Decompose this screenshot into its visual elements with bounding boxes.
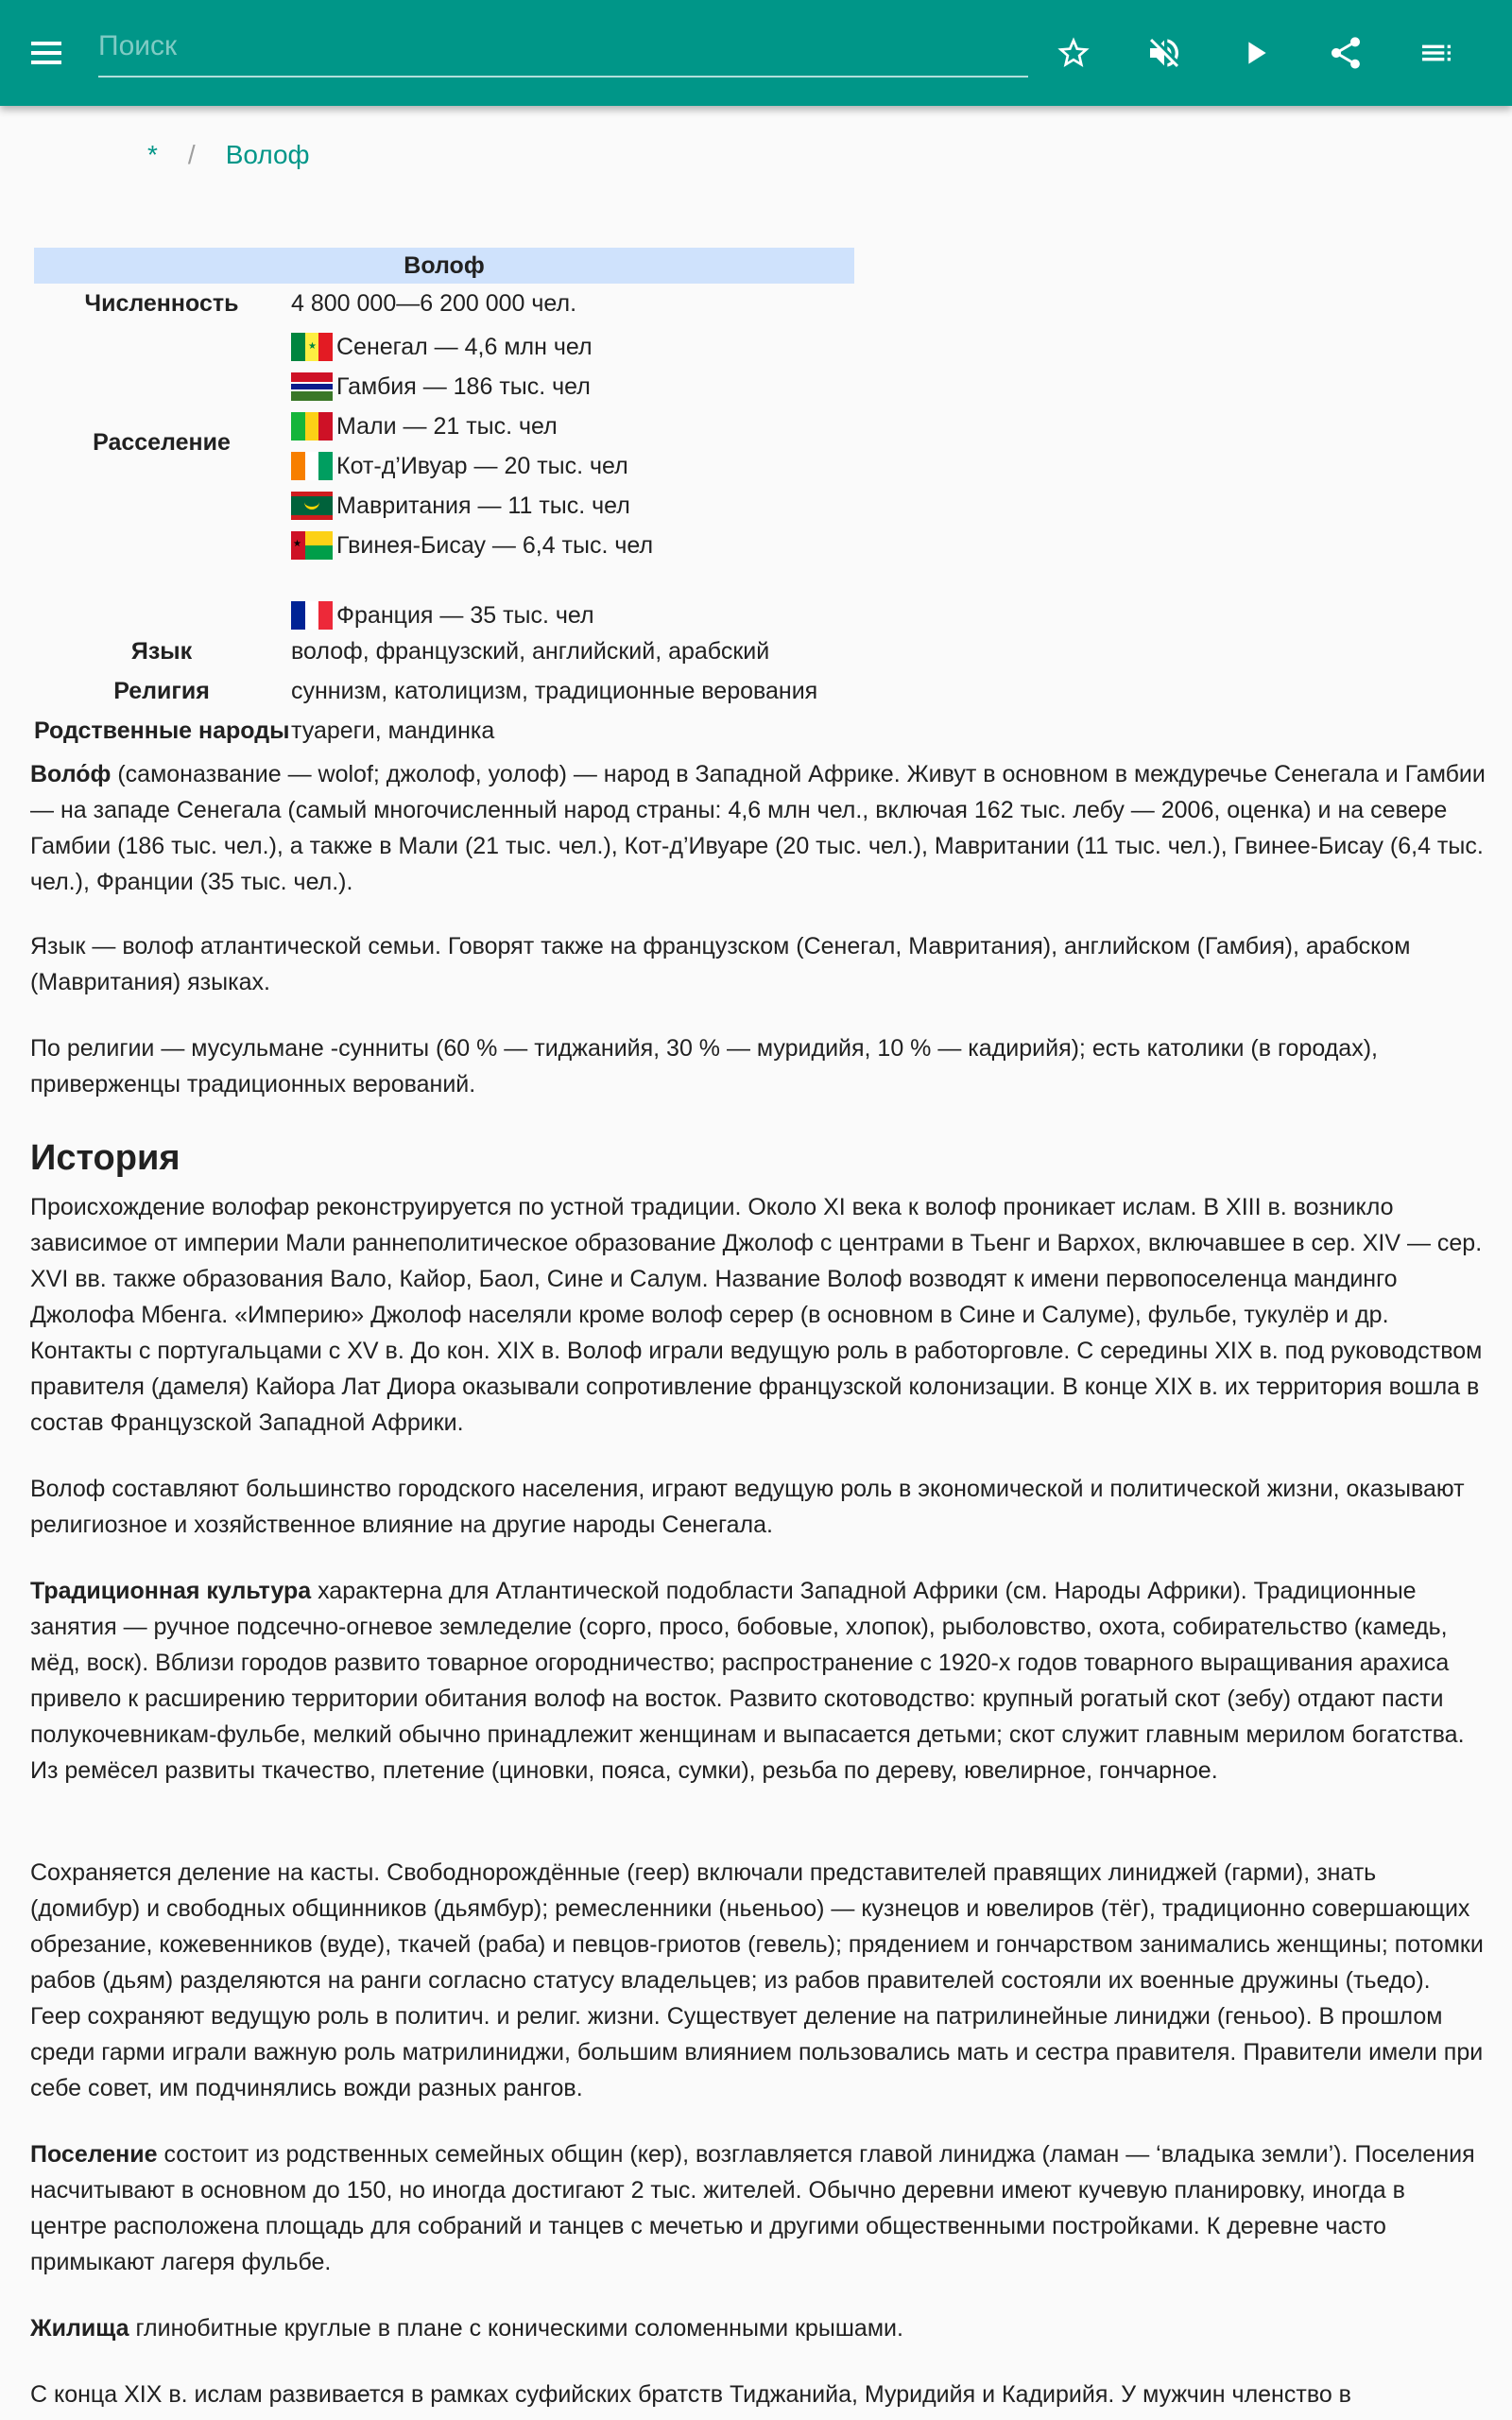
castes-text: Сохраняется деление на касты. Свободнорождённые (геер) включали представителей правящих линиджей (гарми), знать (домибур) и свободных общинников (дьямбур); ремесленники (ньеньоо) — кузнецов и ювелиров (тёг), традиционно совершающих обрезание, кожевенников (вуде), ткачей (раба) и певцов-гриотов (гевель); прядением и гончарством занимались женщины; потомки рабов (дьям) разделяются на ранги согласно статусу владельцев; из рабов правителей состояли их военные дружины (тьедо). Геер сохраняют ведущую роль в политич. и религ. жизни. Существует деление на патрилинейные линиджи (геньоо). В прошлом среди гарми играли важную роль матрилиниджи, большим влиянием пользовались мать и сестра правителя. Правители имели при себе совет, им подчинялись вожди разных рангов. [30, 1859, 1484, 2101]
guinea-bissau-flag-icon: ★ [291, 531, 333, 560]
culture-paragraph [30, 1573, 1486, 1789]
infobox-title: Волоф [34, 248, 854, 284]
infobox-label: Язык [130, 638, 193, 665]
country-text[interactable]: Кот-д’Ивуар — 20 тыс. чел [336, 453, 628, 479]
settlement-text: состоит из родственных семейных общин (кер), возглавляется главой линиджа (ламан — ‘владыка земли’). Поселения насчитывают в основном до 150, но иногда достигают 2 тыс. жителей. Обычно деревни имеют кучевую планировку, иногда в центре расположена площадь для собраний и танцев с мечетью и другими общественными постройками. К деревне часто примыкают лагеря фульбе. [30, 2141, 1475, 2275]
infobox-value[interactable]: суннизм, католицизм, традиционные верования [291, 678, 818, 704]
gambia-flag-icon [291, 372, 333, 401]
country-item [291, 403, 854, 442]
mali-flag-icon [291, 412, 333, 441]
country-item [291, 442, 854, 482]
infobox-label: Численность [84, 290, 239, 317]
country-item [291, 522, 854, 562]
infobox [34, 248, 854, 751]
settlement-paragraph [30, 2136, 1486, 2280]
infobox-row-religion [34, 671, 854, 711]
share-icon [1327, 34, 1365, 72]
share-button[interactable] [1319, 26, 1372, 79]
breadcrumb-separator: / [187, 140, 196, 169]
castes-paragraph [30, 1855, 1486, 2106]
culture-text: характерна для Атлантической подобласти Западной Африки (см. Народы Африки). Традиционные занятия — ручное подсечно-огневое земледелие (сорго, просо, бобовые, хлопок), рыболовство, охота, собирательство (камедь, мёд, воск). Вблизи городов развито товарное огородничество; распространение с 1920-х годов товарного выращивания арахиса привело к расширению территории обитания волоф на восток. Развито скотоводство: крупный рогатый скот (зебу) отдают пасти полукочевникам-фульбе, мелкий обычно принадлежит женщинам и выпасается детьми; скот служит главным мерилом богатства. Из ремёсел развиты ткачество, плетение (циновки, пояса, сумки), резьба по дереву, ювелирное, гончарное. [30, 1578, 1465, 1784]
religion-text: По религии — мусульмане -сунниты (60 % — тиджанийя, 30 % — муридийя, 10 % — кадирийя); есть католики (в городах), приверженцы традиционных верований. [30, 1035, 1378, 1098]
country-text[interactable]: Сенегал — 4,6 млн чел [336, 334, 593, 360]
infobox-value[interactable]: туареги, мандинка [291, 717, 495, 744]
intro-paragraph [30, 756, 1486, 900]
country-text[interactable]: Гвинея-Бисау — 6,4 тыс. чел [336, 532, 654, 559]
islam-paragraph [30, 2377, 1486, 2412]
menu-button[interactable] [28, 32, 70, 74]
infobox-row-language [34, 631, 854, 671]
islam-text: С конца XIX в. ислам развивается в рамках суфийских братств Тиджанийа, Муридийя и Кадирийя. У мужчин членство в [30, 2381, 1351, 2408]
play-icon [1236, 34, 1274, 72]
language-paragraph [30, 928, 1486, 1000]
country-item [291, 592, 854, 631]
volume-off-icon [1145, 34, 1183, 72]
play-button[interactable] [1228, 26, 1281, 79]
culture-bold: Традиционная культура [30, 1578, 312, 1604]
breadcrumb-current: Волоф [225, 140, 310, 169]
infobox-value[interactable]: волоф, французский, английский, арабский [291, 638, 770, 665]
search-field[interactable] [98, 21, 1028, 78]
mute-button[interactable] [1138, 26, 1191, 79]
contents-button[interactable] [1410, 26, 1463, 79]
article-title-bold: Воло́ф [30, 761, 112, 787]
country-text[interactable]: Мавритания — 11 тыс. чел [336, 493, 630, 519]
country-item [291, 363, 854, 403]
france-flag-icon [291, 601, 333, 630]
history-text: Происхождение волофар реконструируется по устной традиции. Около XI века к волоф проникает ислам. В XIII в. возникло зависимое от империи Мали раннеполитическое образование Джолоф с центрами в Тьенг и Вархох, включавшее в сер. XIV — сер. XVI вв. также образования Вало, Кайор, Баол, Сине и Салум. Название Волоф возводят к имени первопоселенца мандинго Джолофа Мбенга. «Империю» Джолоф населяли кроме волоф серер (в основном в Сине и Салуме), фульбе, тукулёр и др. Контакты с португальцами с XV в. До кон. XIX в. Волоф играли ведущую роль в работорговле. С середины XIX в. под руководством правителя (дамеля) Кайора Лат Диора оказывали сопротивление французской колонизации. В конце XIX в. их территория вошла в состав Французской Западной Африки. [30, 1194, 1483, 1436]
dwelling-bold: Жилища [30, 2315, 129, 2342]
language-text: Язык — волоф атлантической семьи. Говорят также на французском (Сенегал, Мавритания), английском (Гамбия), арабском (Мавритания) языках. [30, 933, 1411, 995]
section-heading-history: История [30, 1138, 180, 1178]
bookmark-button[interactable] [1047, 26, 1100, 79]
infobox-countries [289, 323, 854, 631]
breadcrumb-home-link[interactable]: * [147, 140, 158, 169]
breadcrumb [147, 140, 310, 170]
app-bar [0, 0, 1512, 106]
infobox-label: Родственные народы [34, 717, 290, 744]
majority-text: Волоф составляют большинство городского населения, играют ведущую роль в экономической и политической жизни, оказывают религиозное и хозяйственное влияние на другие народы Сенегала. [30, 1476, 1465, 1538]
country-item [291, 482, 854, 522]
infobox-label: Религия [113, 678, 210, 704]
country-item [291, 323, 854, 363]
infobox-value: 4 800 000—6 200 000 чел. [291, 290, 577, 317]
playlist-icon [1418, 34, 1455, 72]
majority-paragraph [30, 1471, 1486, 1543]
infobox-label: Расселение [93, 428, 231, 456]
infobox-row-population [34, 284, 854, 323]
settlement-bold: Поселение [30, 2141, 158, 2168]
infobox-row-related [34, 711, 854, 751]
mauritania-flag-icon [291, 492, 333, 520]
country-text[interactable]: Франция — 35 тыс. чел [336, 602, 594, 629]
country-text[interactable]: Мали — 21 тыс. чел [336, 413, 558, 440]
dwelling-text: глинобитные круглые в плане с коническими соломенными крышами. [129, 2315, 903, 2342]
history-paragraph [30, 1189, 1486, 1441]
country-text[interactable]: Гамбия — 186 тыс. чел [336, 373, 591, 400]
infobox-row-settlement [34, 323, 854, 631]
dwelling-paragraph [30, 2310, 1486, 2346]
search-input[interactable] [98, 21, 1028, 72]
ivory-coast-flag-icon [291, 452, 333, 480]
senegal-flag-icon: ★ [291, 333, 333, 361]
star-icon [1055, 34, 1092, 72]
intro-text: (самоназвание — wolof; джолоф, уолоф) — народ в Западной Африке. Живут в основном в междуречье Сенегала и Гамбии — на западе Сенегала (самый многочисленный народ страны: 4,6 млн чел., включая 162 тыс. лебу — 2006, оценка) и на севере Гамбии (186 тыс. чел.), а также в Мали (21 тыс. чел.), Кот-д’Ивуаре (20 тыс. чел.), Мавритании (11 тыс. чел.), Гвинее-Бисау (6,4 тыс. чел.), Франции (35 тыс. чел.). [30, 761, 1486, 895]
religion-paragraph [30, 1030, 1486, 1102]
